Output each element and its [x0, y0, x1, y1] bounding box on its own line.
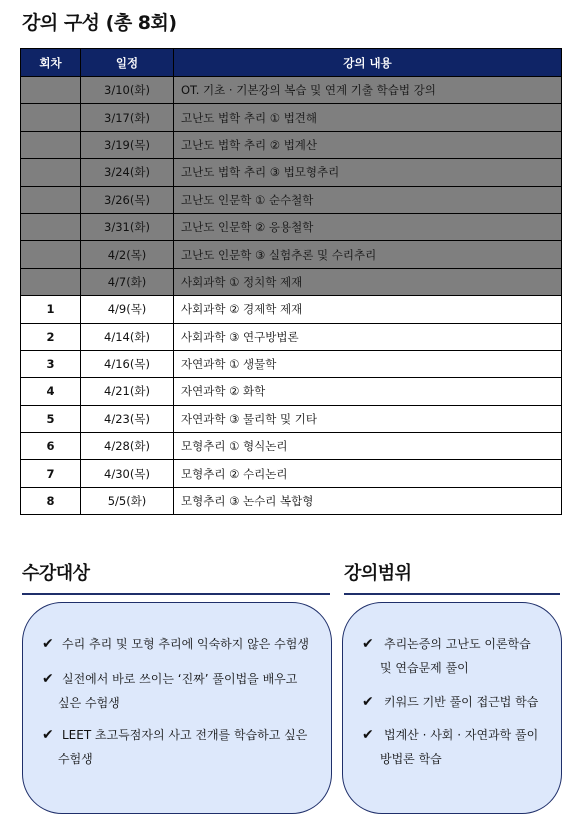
cell-content: 모형추리 ② 수리논리: [174, 460, 562, 487]
table-row: [21, 487, 562, 514]
scope-divider: [344, 593, 560, 595]
cell-no: 4: [21, 378, 81, 405]
cell-no: [21, 213, 81, 240]
cell-no: [21, 77, 81, 104]
cell-content: 사회과학 ① 정치학 제재: [174, 268, 562, 295]
scope-item-line: 추리논증의 고난도 이론학습: [384, 637, 531, 651]
cell-date: 3/19(목): [81, 131, 174, 158]
scope-section-title: 강의범위: [344, 563, 412, 584]
cell-content: 고난도 인문학 ① 순수철학: [174, 186, 562, 213]
table-row: [21, 405, 562, 432]
table-row: [21, 77, 562, 104]
table-row: [21, 159, 562, 186]
target-item-line: 수리 추리 및 모형 추리에 익숙하지 않은 수험생: [62, 637, 309, 651]
check-icon: ✔: [42, 727, 54, 743]
cell-date: 3/26(목): [81, 186, 174, 213]
cell-date: 4/21(화): [81, 378, 174, 405]
check-icon: ✔: [362, 694, 374, 710]
cell-content: 고난도 인문학 ② 응용철학: [174, 213, 562, 240]
cell-content: 사회과학 ③ 연구방법론: [174, 323, 562, 350]
table-row: [21, 131, 562, 158]
cell-date: 4/23(목): [81, 405, 174, 432]
cell-date: 5/5(화): [81, 487, 174, 514]
scope-item-line: 법계산 · 사회 · 자연과학 풀이: [384, 728, 539, 742]
check-icon: ✔: [42, 671, 54, 687]
table-row: [21, 460, 562, 487]
scope-item-line: 방법론 학습: [380, 752, 442, 766]
cell-date: 4/28(화): [81, 433, 174, 460]
cell-date: 4/30(목): [81, 460, 174, 487]
table-body: [21, 77, 562, 515]
schedule-table: [20, 48, 562, 515]
header-date: 일정: [81, 49, 174, 77]
cell-no: 5: [21, 405, 81, 432]
cell-content: 고난도 법학 추리 ② 법계산: [174, 131, 562, 158]
cell-no: 6: [21, 433, 81, 460]
cell-no: [21, 186, 81, 213]
table-row: [21, 186, 562, 213]
cell-content: 자연과학 ① 생물학: [174, 350, 562, 377]
cell-content: 자연과학 ③ 물리학 및 기타: [174, 405, 562, 432]
check-icon: ✔: [42, 636, 54, 652]
cell-content: 고난도 법학 추리 ① 법견해: [174, 104, 562, 131]
cell-date: 4/14(화): [81, 323, 174, 350]
target-item-line: 싶은 수험생: [58, 696, 120, 710]
cell-no: [21, 241, 81, 268]
check-icon: ✔: [362, 727, 374, 743]
cell-content: 모형추리 ③ 논수리 복합형: [174, 487, 562, 514]
cell-date: 3/24(화): [81, 159, 174, 186]
cell-content: 고난도 인문학 ③ 실험추론 및 수리추리: [174, 241, 562, 268]
header-content: 강의 내용: [174, 49, 562, 77]
cell-no: [21, 159, 81, 186]
cell-no: [21, 104, 81, 131]
cell-date: 3/17(화): [81, 104, 174, 131]
table-row: [21, 213, 562, 240]
table-header-row: [21, 49, 562, 77]
page-title: 강의 구성 (총 8회): [22, 12, 177, 34]
cell-date: 4/9(목): [81, 296, 174, 323]
table-row: [21, 296, 562, 323]
table-row: [21, 433, 562, 460]
cell-no: [21, 268, 81, 295]
target-section-title: 수강대상: [22, 563, 90, 584]
target-item-line: 수험생: [58, 752, 93, 766]
cell-content: 모형추리 ① 형식논리: [174, 433, 562, 460]
target-divider: [22, 593, 330, 595]
cell-content: 사회과학 ② 경제학 제재: [174, 296, 562, 323]
cell-no: 1: [21, 296, 81, 323]
check-icon: ✔: [362, 636, 374, 652]
cell-no: 3: [21, 350, 81, 377]
scope-item-line: 및 연습문제 풀이: [380, 661, 469, 675]
table-row: [21, 350, 562, 377]
cell-date: 4/7(화): [81, 268, 174, 295]
cell-no: 2: [21, 323, 81, 350]
table-row: [21, 323, 562, 350]
header-no: 회차: [21, 49, 81, 77]
cell-no: 8: [21, 487, 81, 514]
cell-date: 4/2(목): [81, 241, 174, 268]
target-item-line: 실전에서 바로 쓰이는 ‘진짜’ 풀이법을 배우고: [62, 672, 298, 686]
cell-no: [21, 131, 81, 158]
table-row: [21, 241, 562, 268]
cell-content: 고난도 법학 추리 ③ 법모형추리: [174, 159, 562, 186]
cell-content: OT. 기초 · 기본강의 복습 및 연계 기출 학습법 강의: [174, 77, 562, 104]
scope-item-line: 키워드 기반 풀이 접근법 학습: [384, 695, 539, 709]
table-row: [21, 378, 562, 405]
cell-date: 4/16(목): [81, 350, 174, 377]
cell-date: 3/10(화): [81, 77, 174, 104]
cell-content: 자연과학 ② 화학: [174, 378, 562, 405]
cell-date: 3/31(화): [81, 213, 174, 240]
target-item-line: LEET 초고득점자의 사고 전개를 학습하고 싶은: [62, 728, 308, 742]
table-row: [21, 268, 562, 295]
table-row: [21, 104, 562, 131]
cell-no: 7: [21, 460, 81, 487]
